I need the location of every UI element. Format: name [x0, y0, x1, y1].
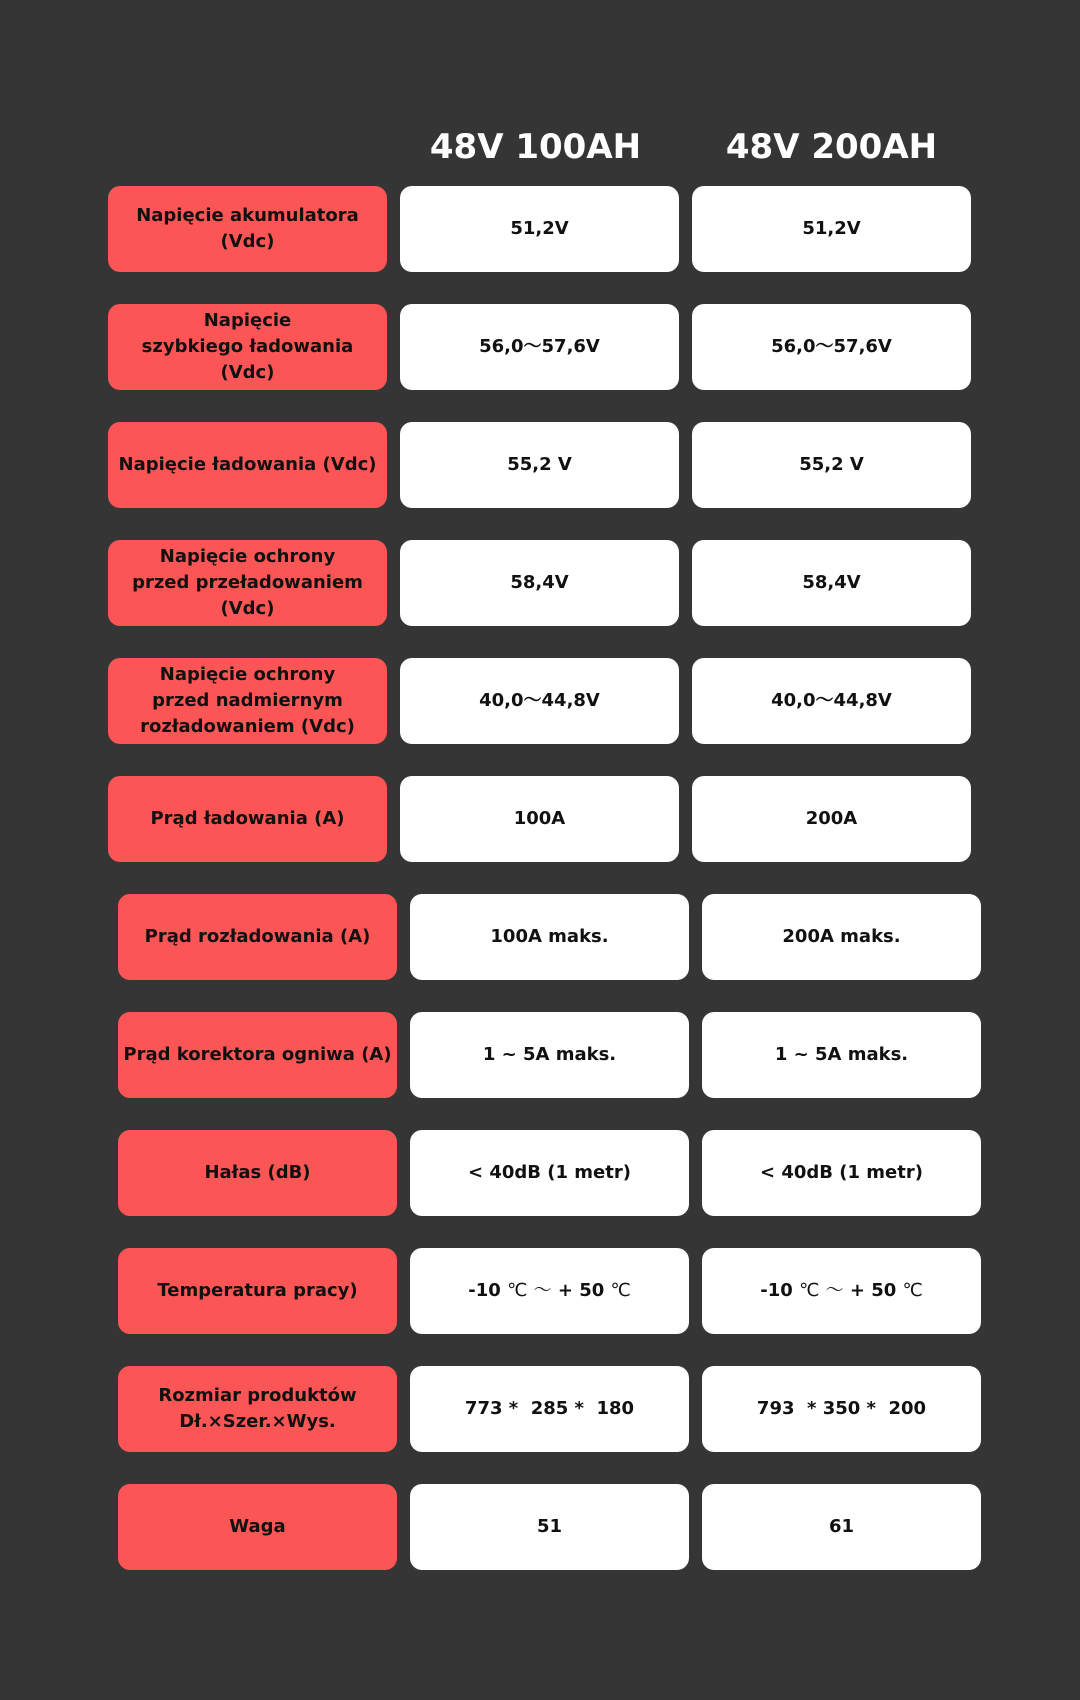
spec-row-charge-voltage — [108, 422, 971, 508]
row-label: Temperatura pracy) — [118, 1248, 397, 1334]
row-label: Napięcie ładowania (Vdc) — [108, 422, 387, 508]
value-200ah: 58,4V — [692, 540, 971, 626]
spec-row-battery-voltage — [108, 186, 971, 272]
spec-row-overdischarge-protection — [108, 658, 971, 744]
spec-row-discharge-current — [118, 894, 981, 980]
value-100ah — [410, 1248, 689, 1334]
value-100ah: < 40dB (1 metr) — [410, 1130, 689, 1216]
value-200ah — [702, 1248, 981, 1334]
spec-row-weight — [118, 1484, 981, 1570]
temp-unit: ℃ — [507, 1280, 528, 1301]
spec-row-fast-charge-voltage — [108, 304, 971, 390]
value-200ah: 200A maks. — [702, 894, 981, 980]
temp-range-tilde: ～ — [533, 1280, 552, 1301]
value-200ah: 56,0～57,6V — [692, 304, 971, 390]
spec-row-operating-temperature — [118, 1248, 981, 1334]
value-200ah: 200A — [692, 776, 971, 862]
row-label: Prąd korektora ogniwa (A) — [118, 1012, 397, 1098]
spec-row-balancer-current — [118, 1012, 981, 1098]
value-100ah: 1 ~ 5A maks. — [410, 1012, 689, 1098]
temp-unit: ℃ — [902, 1280, 923, 1301]
row-label: Prąd rozładowania (A) — [118, 894, 397, 980]
spec-row-charge-current — [108, 776, 971, 862]
temp-high: + 50 — [557, 1280, 605, 1301]
value-200ah: 61 — [702, 1484, 981, 1570]
column-header-100ah: 48V 100AH — [429, 127, 642, 167]
spec-row-noise — [118, 1130, 981, 1216]
value-100ah: 56,0～57,6V — [400, 304, 679, 390]
row-label: Napięcie ochrony przed przeładowaniem (Vdc) — [108, 540, 387, 626]
value-100ah: 773 * 285 * 180 — [410, 1366, 689, 1452]
value-100ah: 55,2 V — [400, 422, 679, 508]
temp-unit: ℃ — [799, 1280, 820, 1301]
value-100ah: 100A maks. — [410, 894, 689, 980]
value-100ah: 40,0～44,8V — [400, 658, 679, 744]
temp-low: -10 — [760, 1280, 793, 1301]
value-200ah: 1 ~ 5A maks. — [702, 1012, 981, 1098]
temp-low: -10 — [468, 1280, 501, 1301]
row-label: Napięcie akumulatora (Vdc) — [108, 186, 387, 272]
spec-row-product-size — [118, 1366, 981, 1452]
value-100ah: 100A — [400, 776, 679, 862]
value-200ah: 55,2 V — [692, 422, 971, 508]
row-label: Napięcie ochrony przed nadmiernym rozładowaniem (Vdc) — [108, 658, 387, 744]
row-label: Napięcie szybkiego ładowania (Vdc) — [108, 304, 387, 390]
value-200ah: 40,0～44,8V — [692, 658, 971, 744]
temp-range-tilde: ～ — [825, 1280, 844, 1301]
value-200ah: 793 * 350 * 200 — [702, 1366, 981, 1452]
value-100ah: 58,4V — [400, 540, 679, 626]
value-100ah: 51 — [410, 1484, 689, 1570]
row-label: Prąd ładowania (A) — [108, 776, 387, 862]
value-200ah: 51,2V — [692, 186, 971, 272]
value-200ah: < 40dB (1 metr) — [702, 1130, 981, 1216]
row-label: Rozmiar produktów Dł.×Szer.×Wys. — [118, 1366, 397, 1452]
temp-unit: ℃ — [610, 1280, 631, 1301]
value-100ah: 51,2V — [400, 186, 679, 272]
temp-high: + 50 — [849, 1280, 897, 1301]
row-label: Waga — [118, 1484, 397, 1570]
column-header-200ah: 48V 200AH — [725, 127, 938, 167]
spec-row-overcharge-protection — [108, 540, 971, 626]
row-label: Hałas (dB) — [118, 1130, 397, 1216]
